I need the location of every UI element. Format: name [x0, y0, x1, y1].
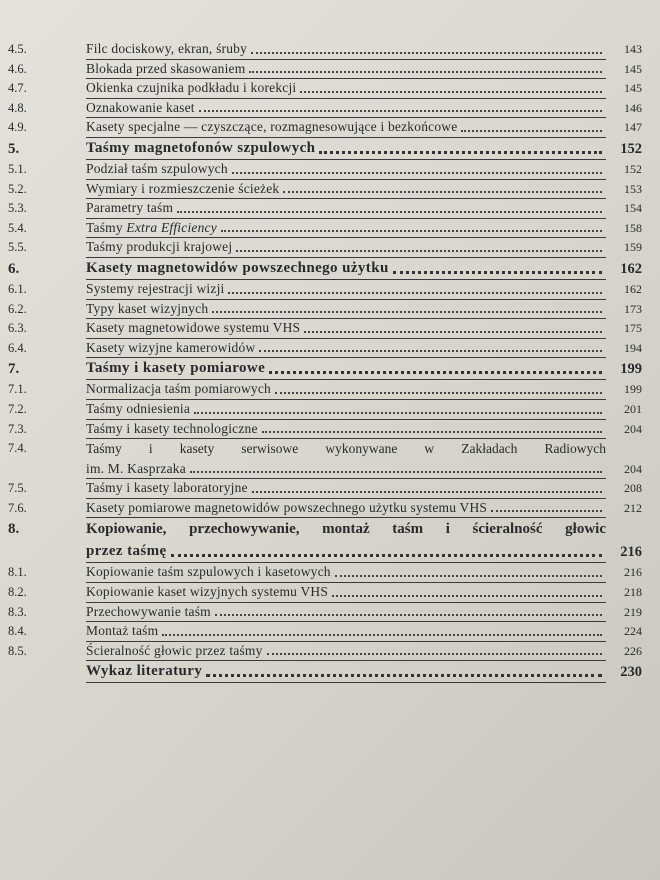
dot-leader: [300, 85, 602, 93]
page-number: 145: [624, 81, 642, 96]
page-number: 208: [624, 481, 642, 496]
dot-leader: [212, 305, 602, 313]
toc-entry: [0, 99, 660, 119]
dot-leader: [275, 386, 602, 394]
page-number: 216: [624, 565, 642, 580]
toc-entry: [0, 238, 660, 258]
section-title: Kopiowanie taśm szpulowych i kasetowych: [86, 564, 331, 580]
toc-entry: [0, 40, 660, 60]
section-title: Podział taśm szpulowych: [86, 160, 228, 176]
section-title: Typy kaset wizyjnych: [86, 300, 209, 316]
section-title: Kopiowanie kaset wizyjnych systemu VHS: [86, 584, 329, 600]
section-number: 4.6.: [8, 61, 27, 76]
section-number: 4.5.: [8, 42, 27, 56]
dot-leader: [304, 325, 602, 333]
page-number: 201: [624, 401, 642, 416]
page-number: 152: [620, 140, 642, 157]
page-number: 226: [624, 643, 642, 658]
section-title-line-1: Taśmy i kasety serwisowe wykonywane w Zakładach Radiowych: [86, 441, 606, 457]
section-title: Taśmy Extra Efficiency: [86, 219, 217, 235]
section-number: 8.1.: [8, 565, 27, 580]
dot-leader: [252, 485, 602, 493]
section-title: Wymiary i rozmieszczenie ścieżek: [86, 180, 280, 196]
section-number: 8.4.: [8, 624, 27, 639]
section-title: Kasety magnetowidowe systemu VHS: [86, 320, 301, 336]
section-number: 7.1.: [8, 382, 27, 397]
toc-entry: [0, 563, 660, 583]
page-number: 199: [620, 361, 642, 378]
page-number: 216: [620, 544, 642, 561]
section-title: Kasety wizyjne kamerowidów: [86, 339, 256, 355]
italic-term: Extra Efficiency: [126, 219, 217, 235]
section-number: 8.5.: [8, 643, 27, 658]
toc-entry: [0, 603, 660, 623]
table-of-contents: [0, 40, 660, 683]
toc-entry: [0, 180, 660, 200]
dot-leader: [262, 425, 602, 433]
dot-leader: [332, 589, 602, 597]
toc-chapter: [0, 358, 660, 380]
section-number: 4.7.: [8, 81, 27, 96]
section-number: 5.4.: [8, 220, 27, 235]
chapter-title-line-2: przez taśmę: [86, 543, 167, 560]
page-number: 154: [624, 201, 642, 216]
toc-chapter: [0, 138, 660, 160]
toc-entry: [0, 339, 660, 359]
toc-entry: [0, 583, 660, 603]
toc-entry: [0, 280, 660, 300]
section-number: 4.8.: [8, 100, 27, 115]
section-title: Taśmy i kasety technologiczne: [86, 420, 258, 436]
dot-leader: [221, 224, 602, 232]
section-number: 7.4.: [8, 441, 27, 456]
page-number: 162: [620, 260, 642, 277]
section-number: 7.5.: [8, 481, 27, 496]
toc-entry: [0, 319, 660, 339]
page-number: 143: [624, 42, 642, 56]
dot-leader: [461, 124, 602, 132]
page-number: 162: [624, 281, 642, 296]
toc-entry: [0, 118, 660, 138]
toc-entry: [0, 79, 660, 99]
chapter-title-line-1: Kopiowanie, przechowywanie, montaż taśm i ścieralność głowic: [86, 521, 606, 538]
toc-chapter: [0, 661, 660, 683]
section-title: Systemy rejestracji wizji: [86, 280, 225, 296]
section-number: 8.2.: [8, 585, 27, 600]
toc-entry: [0, 622, 660, 642]
chapter-title: Taśmy i kasety pomiarowe: [86, 360, 266, 377]
section-title: Taśmy odniesienia: [86, 400, 191, 416]
toc-chapter: [0, 258, 660, 280]
page-number: 173: [624, 301, 642, 316]
section-title: Kasety pomiarowe magnetowidów powszechnego użytku systemu VHS: [86, 499, 488, 515]
dot-leader: [249, 65, 602, 73]
chapter-title: Taśmy magnetofonów szpulowych: [86, 139, 316, 156]
section-number: 7.2.: [8, 401, 27, 416]
toc-entry: [0, 380, 660, 400]
toc-entry: [0, 160, 660, 180]
chapter-title: Kasety magnetowidów powszechnego użytku: [86, 259, 389, 276]
section-title: Kasety specjalne — czyszczące, rozmagnesowujące i bezkońcowe: [86, 119, 458, 135]
page-number: 158: [624, 220, 642, 235]
section-title: Taśmy produkcji krajowej: [86, 239, 233, 255]
page-number: 152: [624, 161, 642, 176]
dot-leader: [251, 46, 602, 54]
dot-leader: [215, 608, 602, 616]
page-number: 175: [624, 321, 642, 336]
section-number: 6.3.: [8, 321, 27, 336]
section-number: 5.5.: [8, 240, 27, 255]
toc-entry: [0, 479, 660, 499]
dot-leader: [171, 548, 602, 557]
page-number: 199: [624, 382, 642, 397]
page-number: 204: [624, 461, 642, 476]
dot-leader: [194, 406, 602, 414]
section-number: 6.2.: [8, 301, 27, 316]
dot-leader: [259, 344, 602, 352]
dot-leader: [267, 647, 602, 655]
section-number: 7.3.: [8, 421, 27, 436]
section-number: 6.4.: [8, 340, 27, 355]
chapter-title: Wykaz literatury: [86, 663, 203, 680]
section-title: Okienka czujnika podkładu i korekcji: [86, 80, 297, 96]
dot-leader: [162, 628, 602, 636]
section-number: 6.1.: [8, 281, 27, 296]
chapter-number: 5.: [8, 140, 20, 157]
page-number: 204: [624, 421, 642, 436]
page-number: 153: [624, 181, 642, 196]
section-title: Normalizacja taśm pomiarowych: [86, 381, 271, 397]
toc-entry: [0, 420, 660, 440]
dot-leader: [206, 668, 602, 677]
toc-entry: [0, 400, 660, 420]
section-title: Parametry taśm: [86, 200, 174, 216]
page-number: 224: [624, 624, 642, 639]
section-title: Blokada przed skasowaniem: [86, 60, 246, 76]
section-number: 5.1.: [8, 161, 27, 176]
dot-leader: [232, 166, 602, 174]
toc-entry: [0, 199, 660, 219]
dot-leader: [335, 569, 602, 577]
toc-entry: [0, 219, 660, 239]
toc-entry: [0, 300, 660, 320]
section-title: Montaż taśm: [86, 623, 159, 639]
page-number: 194: [624, 340, 642, 355]
page-number: 147: [624, 120, 642, 135]
chapter-number: 8.: [8, 521, 20, 538]
page-number: 219: [624, 604, 642, 619]
dot-leader: [319, 145, 602, 154]
dot-leader: [228, 286, 602, 294]
page-number: 159: [624, 240, 642, 255]
chapter-number: 6.: [8, 260, 20, 277]
toc-chapter: [0, 518, 660, 563]
page-number: 212: [624, 500, 642, 515]
dot-leader: [199, 104, 602, 112]
section-number: 5.3.: [8, 201, 27, 216]
section-title: Taśmy i kasety laboratoryjne: [86, 480, 248, 496]
section-title-line-2: im. M. Kasprzaka: [86, 460, 186, 476]
dot-leader: [236, 244, 602, 252]
toc-entry: [0, 439, 660, 479]
section-title: Przechowywanie taśm: [86, 603, 211, 619]
page-number: 145: [624, 61, 642, 76]
section-number: 4.9.: [8, 120, 27, 135]
dot-leader: [491, 504, 602, 512]
page-number: 146: [624, 100, 642, 115]
section-title: Oznakowanie kaset: [86, 99, 195, 115]
section-title: Filc dociskowy, ekran, śruby: [86, 41, 248, 56]
dot-leader: [177, 205, 602, 213]
page-number: 218: [624, 585, 642, 600]
dot-leader: [393, 265, 602, 274]
chapter-number: 7.: [8, 361, 20, 378]
section-number: 7.6.: [8, 500, 27, 515]
dot-leader: [190, 465, 602, 473]
section-number: 5.2.: [8, 181, 27, 196]
section-title: Ścieralność głowic przez taśmy: [86, 642, 263, 658]
toc-entry: [0, 60, 660, 80]
dot-leader: [283, 185, 602, 193]
dot-leader: [269, 365, 602, 374]
toc-entry: [0, 642, 660, 662]
page-number: 230: [620, 664, 642, 681]
section-number: 8.3.: [8, 604, 27, 619]
toc-entry: [0, 499, 660, 519]
